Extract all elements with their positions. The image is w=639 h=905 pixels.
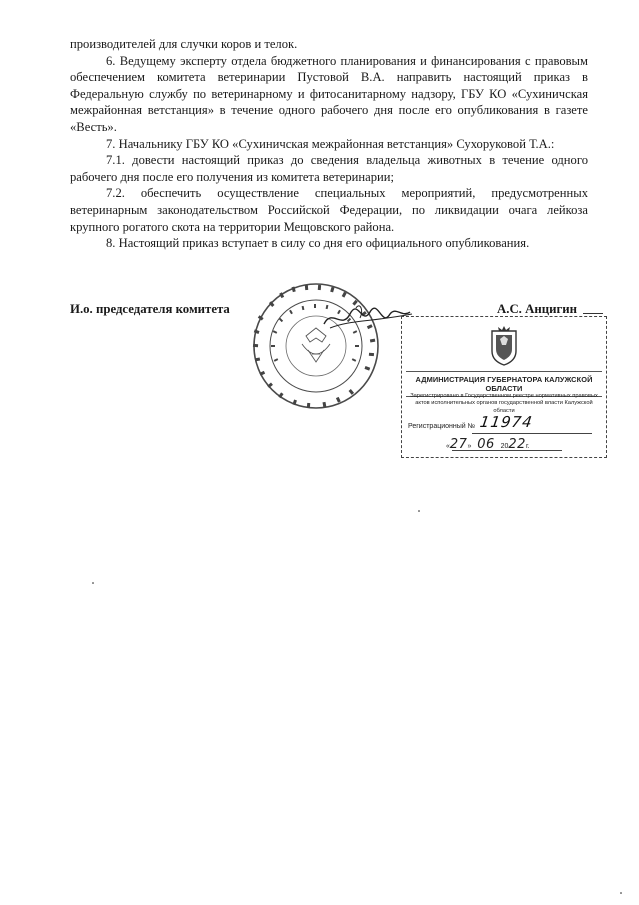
stamp-number-value: 11974 <box>478 413 534 431</box>
stamp-date-year-end: г. <box>525 443 530 450</box>
stamp-date-line <box>452 450 562 451</box>
scan-speck <box>92 582 94 584</box>
paragraph-7: 7. Начальнику ГБУ КО «Сухиничская межрайонная ветстанция» Сухоруковой Т.А.: <box>106 136 555 151</box>
stamp-date-day: 27 <box>449 437 468 452</box>
stamp-date-year-suffix: 22 <box>508 437 526 452</box>
scan-speck <box>620 892 622 894</box>
scan-speck <box>418 510 420 512</box>
stamp-date-month: 06 <box>477 437 495 452</box>
stamp-date: «27» 06 2022г. <box>446 437 530 452</box>
coat-of-arms-icon <box>484 325 524 367</box>
stamp-number-label: Регистрационный № <box>408 423 476 430</box>
stamp-registration-note: Зарегистрировано в Государственном реестре нормативных правовых актов исполнительных органов государственной власти Калужской области <box>410 393 598 414</box>
stamp-organization: АДМИНИСТРАЦИЯ ГУБЕРНАТОРА КАЛУЖСКОЙ ОБЛАСТИ <box>406 371 602 397</box>
signer-name: А.С. Анцигин <box>497 302 577 316</box>
paragraph-7-2: 7.2. обеспечить осуществление специальных мероприятий, предусмотренных ветеринарным законодательством Российской Федерации, по ликвидации очага лейкоза крупного рогатого скота на территории Мещовского района. <box>70 186 588 234</box>
stamp-date-year-prefix: 20 <box>500 443 509 450</box>
signer-position: И.о. председателя комитета <box>70 302 230 316</box>
paragraph-8: 8. Настоящий приказ вступает в силу со дня его официального опубликования. <box>106 236 530 251</box>
paragraph-6: 6. Ведущему эксперту отдела бюджетного планирования и финансирования с правовым обеспечением комитета ветеринарии Пустовой В.А. направить настоящий приказ в Федеральную службу по ветеринарному и фитосанитарному надзору, ГБУ КО «Сухиничская межрайонная ветстанция» в течение одного рабочего дня после его опубликования в газете «Весть». <box>70 53 588 134</box>
stamp-number-line <box>472 433 592 434</box>
document-body <box>70 36 588 252</box>
signature-line <box>583 313 603 314</box>
paragraph-continuation: производителей для случки коров и телок. <box>70 37 298 51</box>
registration-stamp <box>401 316 607 458</box>
paragraph-7-1: 7.1. довести настоящий приказ до сведения владельца животных в течение одного рабочего дня после его получения из комитета ветеринарии; <box>70 153 588 184</box>
